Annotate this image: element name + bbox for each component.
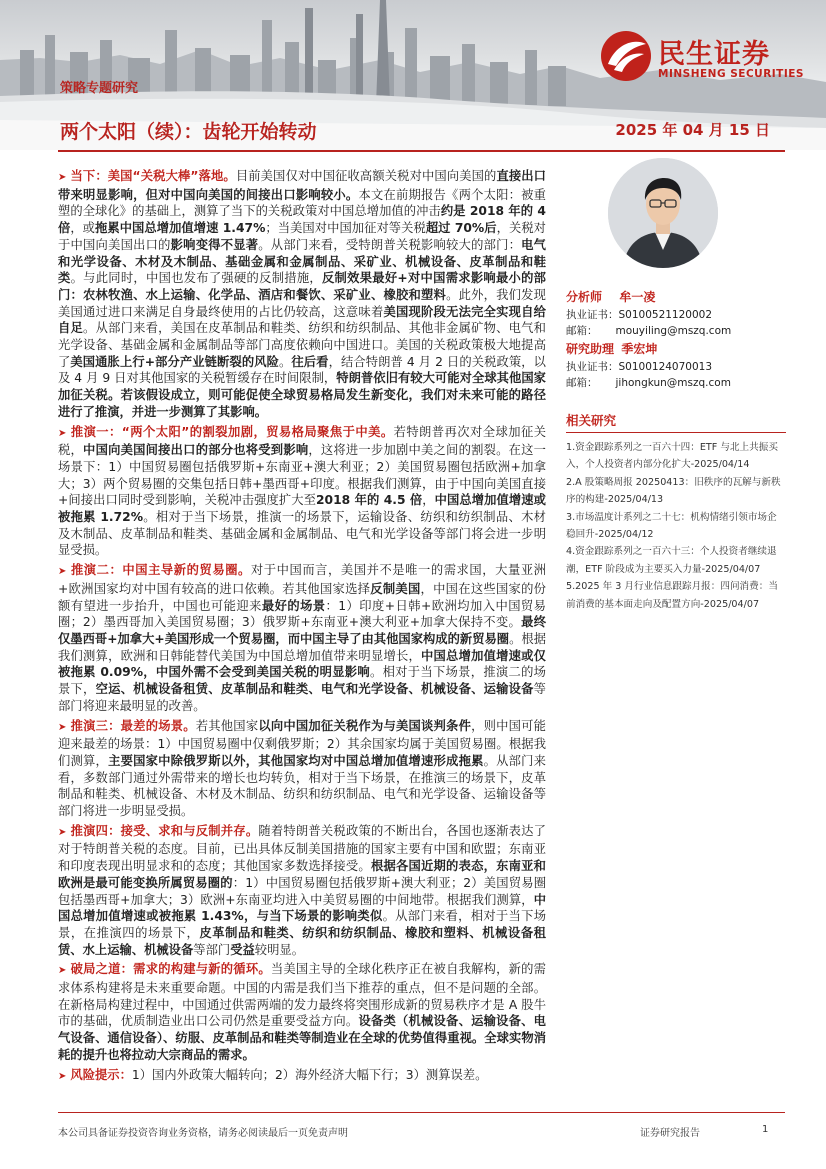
paragraph-heading: 推演二：中国主导新的贸易圈。 <box>70 563 251 578</box>
bullet-arrow-icon: ➤ <box>58 172 67 183</box>
footer-disclaimer: 本公司具备证券投资咨询业务资格，请务必阅读最后一页免责声明 <box>58 1128 348 1139</box>
body-text: 。从部门来看，多数部门通过外需带来的增长也均转负，相对于当下场景，在推演三的场景下，皮革制品和鞋类、机械设备、木材及木制品、纺织和纺织制品、电气和光学设备、运输设备等部门将进一步明显受损。 <box>58 753 546 819</box>
body-text: 若特朗普再次对全球加征关税， <box>58 424 546 458</box>
cert-label: 执业证书： <box>566 309 619 321</box>
body-text: 对于中国而言，美国并不是唯一的需求国，大量亚洲+欧洲国家均对中国有较高的进口依赖。若其他国家选择 <box>58 563 546 596</box>
paragraph-heading: 推演四：接受、求和与反制并存。 <box>70 823 259 838</box>
emphasis-text: 以向中国加征关税作为与美国谈判条件 <box>258 718 472 733</box>
emphasis-text: 中国总增加值增速或仅被拖累 0.09%，中国外需不会受到美国关税的明显影响 <box>58 648 546 680</box>
related-research-item[interactable]: 2.A 股策略周报 20250413：旧秩序的瓦解与新秩序的构建-2025/04/13 <box>566 476 781 506</box>
paragraph-current <box>58 168 546 421</box>
related-research-title: 相关研究 <box>566 410 786 433</box>
emphasis-text: 反制效果最好+对中国需求影响最小的部门：农林牧渔、水上运输、化学品、酒店和餐饮、采矿业、橡胶和塑料 <box>58 271 546 302</box>
body-text: 本文在前期报告《两个太阳：被重塑的全球化》的基础上，测算了当下的关税政策对中国总增加值的冲击 <box>58 187 546 219</box>
logo-chinese-text: 民生证券 <box>658 39 770 70</box>
analyst-cert-number: S0100521120002 <box>618 309 713 321</box>
body-text: 。此外，我们发现美国通过进口来满足自身最终使用的占比仍较高，这意味着 <box>58 287 546 319</box>
emphasis-text: 往后看 <box>291 354 329 369</box>
body-text: 较明显。 <box>254 942 304 957</box>
header-rule <box>58 150 785 152</box>
body-text: 若其他国家 <box>195 718 259 733</box>
body-text: 。 <box>279 354 292 369</box>
emphasis-text: 反制美国 <box>370 581 421 596</box>
analyst-name: 牟一凌 <box>619 290 656 304</box>
paragraph-scenario-four <box>58 823 546 959</box>
emphasis-text: 皮革制品和鞋类、纺织和纺织制品、橡胶和塑料、机械设备租赁、水上运输、机械设备 <box>58 925 546 957</box>
body-text: 目前美国仅对中国征收高额关税对中国向美国的 <box>235 169 497 183</box>
body-text: ，关税对于中国向美国出口的 <box>58 221 546 252</box>
emphasis-text: 最好的场景 <box>261 598 326 613</box>
logo-english-text: MINSHENG SECURITIES <box>658 68 804 80</box>
paragraph-heading: 破局之道：需求的构建与新的循环。 <box>70 962 271 977</box>
body-text: 。与此同时，中国也发布了强硬的反制措施， <box>70 271 322 286</box>
emphasis-text: 中国向美国间接出口的部分也将受到影响 <box>83 443 309 458</box>
body-text: 。相对于当下场景，推演一的场景下，运输设备、纺织和纺织制品、木材及木制品、皮革制品和鞋类、基础金属和金属制品、电气和光学设备等部门将会进一步明显受损。 <box>58 510 546 558</box>
bullet-arrow-icon: ➤ <box>58 1070 67 1082</box>
email-label: 邮箱： <box>566 377 598 389</box>
emphasis-text: 美国通胀上行+部分产业链断裂的风险 <box>70 354 279 369</box>
body-text: 。从部门来看，受特朗普关税影响较大的部门： <box>258 237 522 252</box>
body-text: 1）国内外政策大幅转向；2）海外经济大幅下行；3）测算误差。 <box>131 1067 488 1082</box>
body-text: ，则中国可能迎来最差的场景：1）中国贸易圈中仅剩俄罗斯；2）其余国家均属于美国贸易圈。根据我们测算， <box>58 718 546 768</box>
related-research-item[interactable]: 5.2025 年 3 月行业信息跟踪月报：四问消费：当前消费的基本面走向及配置方向-2025/04/07 <box>566 581 778 610</box>
emphasis-text: 约是 2018 年的 4 倍 <box>58 204 546 236</box>
body-text: ， <box>422 493 435 508</box>
emphasis-text: 影响变得不显著 <box>170 237 259 252</box>
emphasis-text: 中国总增加值增速或被拖累 1.43%，与当下场景的影响类似 <box>58 892 546 924</box>
body-text: 随着特朗普关税政策的不断出台，各国也逐渐表达了对于特朗普关税的态度。目前，已出具体反制美国措施的国家主要有中国和欧盟；东南亚和印度表现出明显求和的态度；其他国家多数选择接受。 <box>58 823 546 874</box>
emphasis-text: 设备类（机械设备、运输设备、电气设备、通信设备）、纺服、皮革制品和鞋类等制造业在全球的优势值得重视。全球实物消耗的提升也将拉动大宗商品的需求。 <box>58 1014 546 1062</box>
paragraph-scenario-three <box>58 718 546 820</box>
header-banner <box>0 0 826 150</box>
emphasis-text: 拖累中国总增加值增速 1.47% <box>95 221 266 236</box>
emphasis-text: 空运、机械设备租赁、皮革制品和鞋类、电气和光学设备、机械设备、运输设备 <box>95 682 534 697</box>
emphasis-text: 最终仅墨西哥+加拿大+美国形成一个贸易圈，而中国主导了由其他国家构成的新贸易圈 <box>58 615 546 646</box>
body-text: 。根据我们测算，欧洲和日韩能替代美国为中国总增加值带来明显增长， <box>58 631 546 663</box>
page-number: 1 <box>762 1124 769 1135</box>
emphasis-text: 美国现阶段无法完全实现自给自足 <box>58 304 546 336</box>
analyst-email-link[interactable]: mouyiling@mszq.com <box>615 325 732 337</box>
related-research-item[interactable]: 3.市场温度计系列之二十七：机构情绪引领市场企稳回升-2025/04/12 <box>566 511 777 541</box>
body-text: 等部门 <box>193 942 231 957</box>
assistant-name: 季宏坤 <box>621 342 658 356</box>
emphasis-text: 直接出口带来明显影响，但对中国向美国的间接出口影响较小。 <box>58 169 546 202</box>
emphasis-text: 特朗普依旧有较大可能对全球其他国家加征关税。若该假设成立，则可能促使全球贸易格局发生新变化，我们对未来可能的路径进行了推演，并进一步测算了其影响。 <box>58 371 546 419</box>
emphasis-text: 主要国家中除俄罗斯以外，其他国家均对中国总增加值增速形成拖累 <box>108 753 484 768</box>
emphasis-text: 2018 年的 4.5 倍 <box>316 493 423 508</box>
assistant-cert-number: S0100124070013 <box>618 361 713 373</box>
person-avatar-icon <box>608 158 718 268</box>
body-text: 。从部门来看，美国在皮革制品和鞋类、纺织和纺织制品、其他非金属矿物、电气和光学设备、基础金属和金属制品等部门高度依赖向中国进口。美国的关税政策极大地提高了 <box>58 321 546 369</box>
footer-doc-type: 证券研究报告 <box>640 1128 700 1139</box>
body-text: ，中国在这些国家的份额有望进一步抬升，中国也可能迎来 <box>58 581 546 613</box>
body-text: ：1）印度+日韩+欧洲均加入中国贸易圈；2）墨西哥加入美国贸易圈；3）俄罗斯+东南亚+澳大利亚+加拿大保持不变。 <box>58 598 546 630</box>
bullet-arrow-icon: ➤ <box>58 721 67 733</box>
emphasis-text: 中国总增加值增速或被拖累 1.72% <box>58 493 546 525</box>
cert-label: 执业证书： <box>566 361 619 373</box>
body-text: ，或 <box>70 221 96 236</box>
paragraph-heading: 推演三：最差的场景。 <box>70 718 196 733</box>
minsheng-logo <box>600 28 810 88</box>
emphasis-text: 受益 <box>230 942 255 957</box>
paragraph-heading: 推演一：“两个太阳”的割裂加剧，贸易格局聚焦于中美。 <box>70 424 394 439</box>
body-text: 。相对于当下场景，推演二的场景下， <box>58 665 546 697</box>
email-label: 邮箱： <box>566 325 598 337</box>
body-text: 当美国主导的全球化秩序正在被自我解构，新的需求体系构建将是未来重要命题。中国的内需是我们当下推荐的重点，但不是问题的全部。在新格局构建过程中，中国通过供需两端的发力最终将突围形成新的贸易秩序才是 A 股牛市的基础，优质制造业出口公司仍然是重要受益方向。 <box>58 962 546 1029</box>
body-text: 。从部门来看，相对于当下场景，在推演四的场景下， <box>58 909 546 940</box>
emphasis-text: 超过 70%后 <box>425 221 497 236</box>
bullet-arrow-icon: ➤ <box>58 826 67 838</box>
related-research-item[interactable]: 1.资金跟踪系列之一百六十四：ETF 与北上共振买入，个人投资者内部分化扩大-2025/04/14 <box>566 442 778 471</box>
emphasis-text: 电气和光学设备、木材及木制品、基础金属和金属制品、采矿业、机械设备、皮革制品和鞋类 <box>58 237 546 286</box>
report-category: 策略专题研究 <box>60 81 139 96</box>
analyst-info <box>566 287 786 391</box>
analyst-label: 分析师 <box>566 290 603 304</box>
logo-emblem-icon <box>600 30 652 82</box>
body-text: 等部门将迎来最明显的改善。 <box>58 682 546 713</box>
summary-body <box>58 168 546 1088</box>
related-research-item[interactable]: 4.资金跟踪系列之一百六十三：个人投资者继续退潮，ETF 阶段成为主要买入力量-2025/04/07 <box>566 546 777 575</box>
report-date: 2025 年 04 月 15 日 <box>615 121 770 139</box>
related-research <box>566 410 786 613</box>
body-text: ，结合特朗普 4 月 2 日的关税政策，以及 4 月 9 日对其他国家的关税暂缓存在时间限制， <box>58 354 546 386</box>
report-title: 两个太阳（续）：齿轮开始转动 <box>60 121 317 143</box>
analyst-photo <box>608 158 718 268</box>
paragraph-heading: 当下：美国“关税大棒”落地。 <box>70 169 236 183</box>
bullet-arrow-icon: ➤ <box>58 427 67 439</box>
assistant-label: 研究助理 <box>566 342 615 356</box>
paragraph-scenario-one <box>58 424 546 560</box>
emphasis-text: 根据各国近期的表态，东南亚和欧洲是最可能变换所属贸易圈的 <box>58 859 546 890</box>
paragraph-breakthrough <box>58 961 546 1063</box>
paragraph-risk <box>58 1067 546 1086</box>
bullet-arrow-icon: ➤ <box>58 965 67 977</box>
body-text: ：1）中国贸易圈包括俄罗斯+澳大利亚；2）美国贸易圈包括墨西哥+加拿大；3）欧洲+东南亚均进入中美贸易圈的中间地带。根据我们测算， <box>58 875 546 907</box>
body-text: ，这将进一步加剧中美之间的割裂。在这一场景下：1）中国贸易圈包括俄罗斯+东南亚+澳大利亚；2）美国贸易圈包括欧洲+加拿大；3）两个贸易圈的交集包括日韩+墨西哥+印度。根据我们测算，由于中国向美国直接+间接出口同时受到影响，关税冲击强度扩大至 <box>58 443 546 508</box>
paragraph-heading: 风险提示： <box>70 1067 132 1082</box>
paragraph-scenario-two <box>58 562 546 714</box>
body-text: ；当美国对中国加征对等关税 <box>265 221 426 236</box>
assistant-email-link[interactable]: jihongkun@mszq.com <box>615 377 731 389</box>
bullet-arrow-icon: ➤ <box>58 566 67 578</box>
footer-rule <box>58 1112 785 1113</box>
